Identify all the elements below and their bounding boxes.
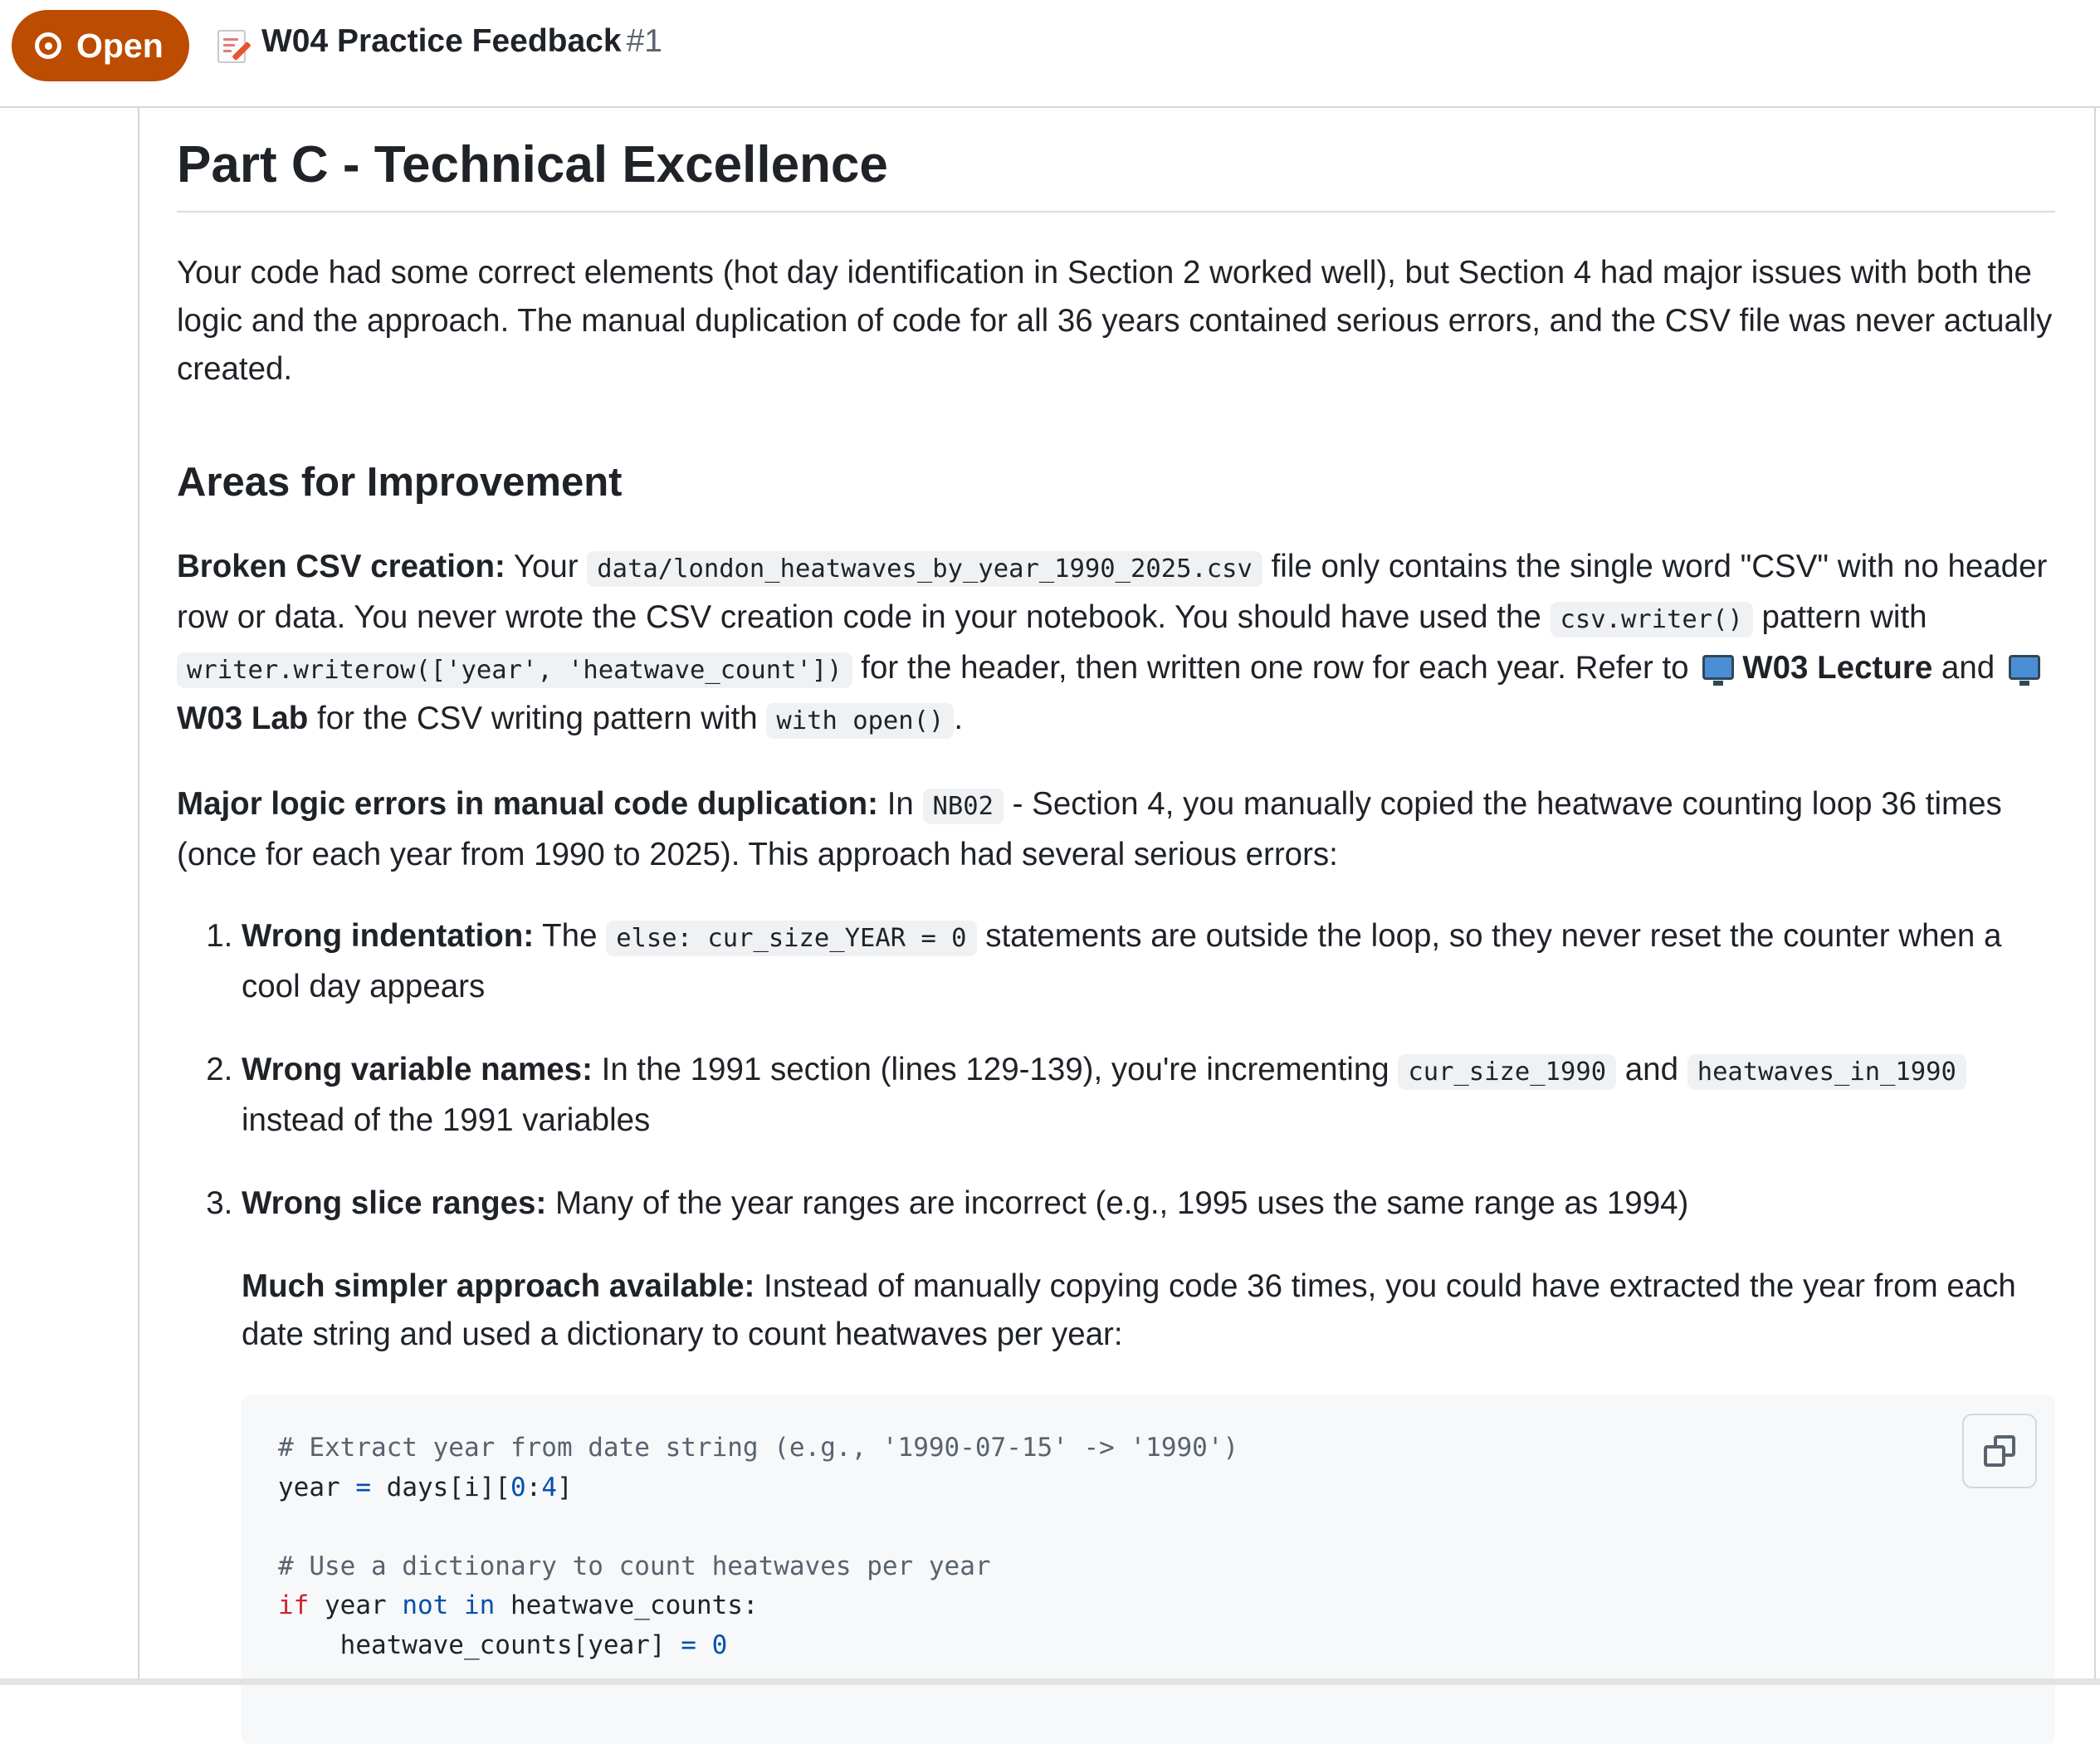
text-span: Many of the year ranges are incorrect (e.g., 1995 uses the same range as 1994) (546, 1185, 1689, 1222)
text-span: Your (505, 549, 588, 585)
simpler-approach-paragraph (242, 1263, 2055, 1359)
comment-border-right (2094, 108, 2096, 1685)
computer-icon (2009, 655, 2040, 680)
text-span: instead of the 1991 variables (242, 1102, 651, 1139)
issue-header (0, 0, 2100, 108)
text-span: In (878, 786, 923, 823)
bottom-edge (0, 1678, 2100, 1685)
code-token (696, 1630, 712, 1660)
code-token: year (309, 1590, 403, 1621)
text-span: for the CSV writing pattern with (308, 701, 767, 737)
code-token: : (525, 1472, 542, 1502)
code-token (448, 1590, 464, 1620)
intro-paragraph: Your code had some correct elements (hot day identification in Section 2 worked well), but Section 4 had major issues with both the logic and the approach. The manual duplication of code for all 36 years contained serious errors, and the CSV file was never actually created. (177, 254, 2053, 387)
error-label: Wrong variable names: (242, 1052, 593, 1088)
broken-csv-label: Broken CSV creation: (177, 549, 505, 585)
issue-title-text: W04 Practice Feedback (261, 23, 622, 59)
code-comment: # Use a dictionary to count heatwaves per year (278, 1551, 991, 1581)
text-span: statements are outside the loop, so they never reset the counter when a cool day appears (242, 918, 2002, 1005)
inline-code-writerow: writer.writerow(['year', 'heatwave_count']) (177, 652, 852, 688)
text-span: . (954, 701, 964, 737)
ref-w03-lab: W03 Lab (177, 701, 309, 737)
copy-code-button[interactable] (1962, 1414, 2037, 1488)
code-token: heatwave_counts: (495, 1590, 759, 1621)
issue-opened-icon (35, 32, 61, 59)
code-token: ] (557, 1472, 573, 1502)
open-status-badge (12, 10, 189, 81)
list-item (242, 1180, 2055, 1228)
inline-code-nb02: NB02 (923, 789, 1004, 824)
error-label: Wrong slice ranges: (242, 1185, 547, 1222)
text-span: pattern with (1752, 599, 1927, 636)
comment-body (177, 112, 2055, 1744)
inline-code-csv-writer: csv.writer() (1551, 602, 1753, 638)
inline-code: cur_size_1990 (1398, 1054, 1616, 1090)
code-token: year (278, 1472, 356, 1502)
error-label: Wrong indentation: (242, 918, 535, 955)
open-status-label: Open (76, 26, 164, 65)
section-heading: Part C - Technical Excellence (177, 132, 2055, 213)
text-span: for the header, then written one row for each year. Refer to (852, 650, 1698, 686)
text-span: Instead of manually copying code 36 times, you could have extracted the year from each date string and used a dictionary to count heatwaves per year: (242, 1268, 2016, 1353)
logic-errors-label: Major logic errors in manual code duplication: (177, 786, 878, 823)
code-token: 4 (541, 1472, 557, 1502)
list-item (242, 912, 2055, 1011)
broken-csv-paragraph (177, 543, 2055, 745)
code-token: = (681, 1629, 696, 1660)
inline-code-with-open: with open() (766, 703, 954, 739)
text-span: and (1616, 1052, 1687, 1088)
code-token: if (278, 1590, 310, 1621)
areas-heading: Areas for Improvement (177, 459, 623, 505)
simpler-label: Much simpler approach available: (242, 1268, 755, 1305)
text-span: In the 1991 section (lines 129-139), you're incrementing (592, 1052, 1399, 1088)
code-token: heatwave_counts[year] (278, 1629, 681, 1660)
errors-list (177, 912, 2055, 1228)
text-span: file only contains the single word "CSV" with no header row or data. You never wrote the CSV creation code in your notebook. You should have used the (177, 549, 2048, 636)
copy-icon (1984, 1445, 2005, 1467)
code-comment: # Extract year from date string (e.g., '1990-07-15' -> '1990') (278, 1433, 1239, 1463)
code-token: days[i][ (371, 1472, 510, 1502)
inline-code: heatwaves_in_1990 (1687, 1054, 1966, 1090)
logic-errors-paragraph (177, 780, 2055, 879)
text-span: The (534, 918, 607, 955)
inline-code-csv-path: data/london_heatwaves_by_year_1990_2025.csv (587, 551, 1262, 587)
code-block (242, 1395, 2055, 1744)
list-item (242, 1046, 2055, 1145)
code-content[interactable] (278, 1429, 2019, 1665)
computer-icon (1702, 655, 1734, 680)
code-token: 0 (711, 1629, 728, 1660)
code-token: in (463, 1590, 496, 1621)
text-span: - Section 4, you manually copied the heatwave counting loop 36 times (once for each year from 1990 to 2025). This approach had several serious errors: (177, 786, 2002, 873)
code-token: = (355, 1472, 371, 1502)
code-token: 0 (510, 1472, 526, 1502)
issue-number: #1 (626, 23, 662, 59)
code-token: not (402, 1590, 449, 1621)
comment-border-left (138, 108, 139, 1685)
issue-title (261, 23, 662, 60)
ref-w03-lecture: W03 Lecture (1742, 650, 1933, 686)
inline-code: else: cur_size_YEAR = 0 (606, 921, 976, 956)
memo-icon (217, 30, 246, 63)
text-span: and (1932, 650, 2004, 686)
